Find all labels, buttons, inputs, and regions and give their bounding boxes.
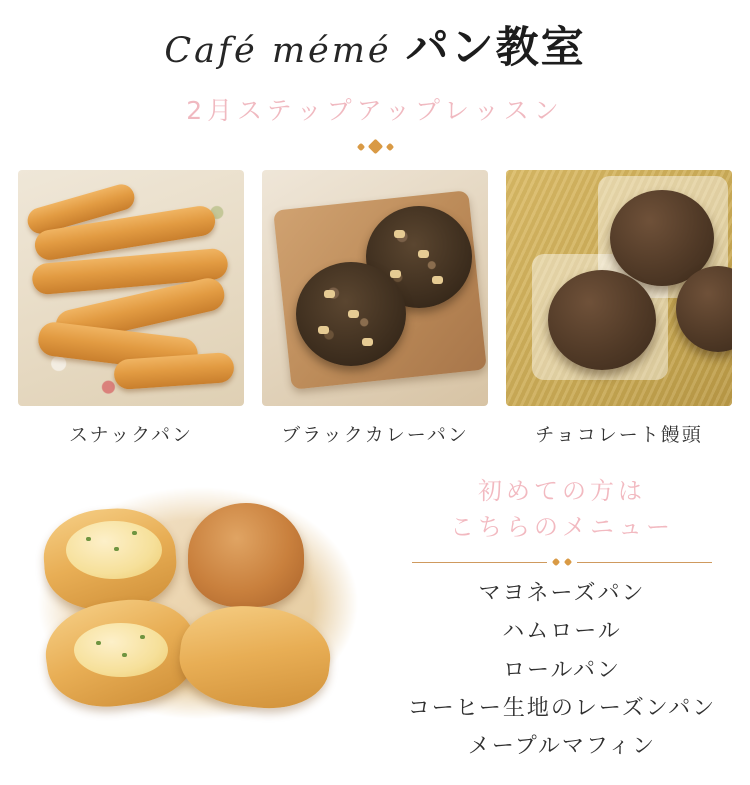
menu-item: マヨネーズパン (478, 581, 646, 606)
nut-topping (324, 290, 335, 298)
herb-flake (122, 653, 127, 657)
nut-topping (394, 230, 405, 238)
nut-topping (418, 250, 429, 258)
diamond-ornament-icon (0, 141, 750, 152)
page-header (0, 0, 750, 152)
brand-script-title: Café mémé (164, 31, 392, 71)
nut-topping (432, 276, 443, 284)
menu-item: メープルマフィン (467, 734, 657, 760)
beginner-menu-text (392, 469, 732, 766)
gold-divider (412, 559, 712, 565)
herb-flake (96, 641, 101, 645)
menu-item: ハムロール (502, 619, 622, 645)
subtitle: 2月ステップアップレッスン (186, 96, 564, 125)
nut-topping (362, 338, 373, 346)
herb-flake (86, 537, 91, 541)
photo-caption: ブラックカレーパン (281, 424, 469, 446)
photo-cell-snack-pan (18, 170, 244, 447)
nut-muffin (188, 503, 304, 607)
menu-item: コーヒー生地のレーズンパン (407, 695, 717, 721)
diamond-left-icon (356, 142, 364, 150)
snack-pan-photo (18, 170, 244, 406)
nut-topping (348, 310, 359, 318)
diamond-center-icon (367, 139, 383, 155)
title-row (0, 14, 750, 75)
menu-item: ロールパン (502, 657, 622, 683)
photo-caption: スナックパン (68, 424, 194, 446)
nut-topping (318, 326, 329, 334)
photo-cell-black-curry-pan (262, 170, 488, 447)
bottom-section (0, 469, 750, 766)
diamond-right-icon (385, 142, 393, 150)
diamond-icon (564, 558, 572, 566)
photo-cell-chocolate-manju (506, 170, 732, 447)
herb-flake (114, 547, 119, 551)
chocolate-manju (548, 270, 656, 370)
chocolate-manju-photo (506, 170, 732, 406)
photo-row (0, 170, 750, 447)
beginner-lead-line2: こちらのメニュー (450, 513, 674, 541)
cheese-topping (74, 623, 168, 677)
beginner-lead-line1: 初めての方は (478, 477, 646, 505)
black-curry-pan-photo (262, 170, 488, 406)
menu-list (392, 575, 732, 766)
herb-flake (132, 531, 137, 535)
diamond-icon (552, 558, 560, 566)
herb-flake (140, 635, 145, 639)
beginner-menu-photo (12, 469, 384, 737)
page-title: パン教室 (405, 23, 586, 73)
photo-caption: チョコレート饅頭 (535, 424, 703, 446)
nut-topping (390, 270, 401, 278)
